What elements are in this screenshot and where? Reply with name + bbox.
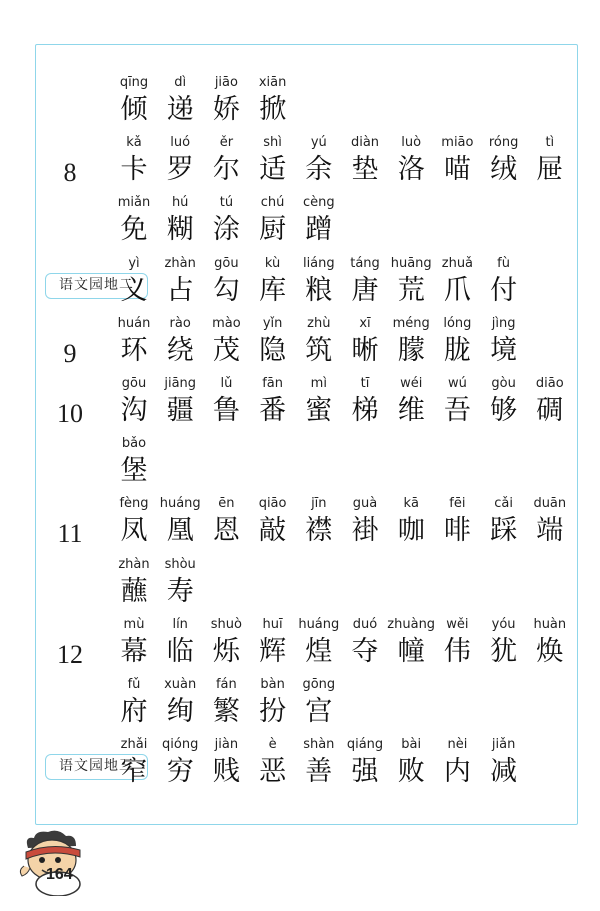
hanzi-character: 娇 bbox=[212, 94, 240, 125]
pinyin-label: jīn bbox=[311, 496, 327, 512]
hanzi-character: 寿 bbox=[166, 575, 194, 607]
hanzi-character: 减 bbox=[490, 756, 518, 788]
pinyin-label: huāng bbox=[390, 255, 432, 271]
hanzi-character: 库 bbox=[259, 274, 287, 306]
lesson-number: 10 bbox=[57, 399, 83, 428]
pinyin-label: yóu bbox=[491, 616, 516, 632]
character-cell bbox=[295, 676, 343, 730]
hanzi-character: 垫 bbox=[351, 154, 379, 186]
hanzi-character: 鲁 bbox=[212, 395, 240, 426]
hanzi-character: 茂 bbox=[212, 334, 240, 366]
hanzi-character: 襟 bbox=[305, 515, 333, 547]
pinyin-label: diāo bbox=[535, 376, 564, 391]
hanzi-character: 唐 bbox=[351, 274, 379, 306]
hanzi-character: 筑 bbox=[305, 334, 333, 366]
pinyin-label: wěi bbox=[446, 616, 469, 632]
hanzi-character: 适 bbox=[259, 154, 287, 186]
pinyin-label: miāo bbox=[441, 135, 474, 151]
hanzi-character: 扮 bbox=[259, 696, 287, 727]
hanzi-character: 凤 bbox=[120, 515, 148, 547]
hanzi-character: 窄 bbox=[120, 756, 148, 788]
pinyin-label: wéi bbox=[400, 376, 423, 391]
pinyin-label: gōu bbox=[214, 255, 239, 271]
lesson-number: 11 bbox=[57, 519, 83, 549]
hanzi-character: 占 bbox=[166, 274, 194, 306]
pinyin-label: jiàn bbox=[214, 737, 239, 753]
hanzi-character: 敲 bbox=[259, 515, 287, 547]
hanzi-character: 烁 bbox=[212, 635, 240, 667]
pinyin-label: fān bbox=[262, 376, 283, 391]
pinyin-label: guà bbox=[352, 496, 378, 512]
hanzi-character: 啡 bbox=[443, 515, 471, 547]
character-cell bbox=[249, 74, 297, 128]
pinyin-label: dì bbox=[174, 75, 187, 90]
hanzi-character: 掀 bbox=[259, 94, 287, 125]
pinyin-label: liáng bbox=[302, 255, 335, 271]
pinyin-label: qióng bbox=[162, 737, 199, 753]
pinyin-label: róng bbox=[488, 135, 519, 151]
pinyin-label: tì bbox=[545, 135, 555, 151]
pinyin-label: méng bbox=[392, 315, 430, 331]
hanzi-character: 免 bbox=[120, 214, 148, 246]
hanzi-character: 犹 bbox=[490, 635, 518, 667]
pinyin-label: yú bbox=[310, 135, 327, 151]
hanzi-character: 付 bbox=[490, 274, 518, 306]
hanzi-character: 环 bbox=[120, 334, 148, 366]
pinyin-label: huáng bbox=[159, 496, 201, 512]
character-cell bbox=[526, 616, 574, 670]
pinyin-label: táng bbox=[350, 255, 380, 271]
character-cell bbox=[526, 495, 574, 549]
section-tag: 语文园地三 bbox=[45, 754, 148, 780]
pinyin-label: zhǎi bbox=[120, 737, 148, 753]
pinyin-label: shàn bbox=[303, 737, 335, 753]
pinyin-label: chú bbox=[260, 195, 285, 211]
character-cell bbox=[526, 134, 574, 188]
hanzi-character: 爪 bbox=[443, 274, 471, 306]
cartoon-mascot-icon bbox=[14, 826, 94, 896]
pinyin-label: mì bbox=[310, 376, 327, 391]
hanzi-character: 勾 bbox=[212, 274, 240, 306]
pinyin-label: jiǎn bbox=[491, 737, 516, 753]
pinyin-label: zhuàng bbox=[387, 616, 436, 632]
pinyin-label: luó bbox=[170, 135, 191, 151]
hanzi-character: 尔 bbox=[212, 154, 240, 186]
hanzi-character: 涂 bbox=[212, 214, 240, 246]
pinyin-label: cǎi bbox=[494, 496, 513, 512]
hanzi-character: 绒 bbox=[490, 154, 518, 186]
hanzi-character: 宫 bbox=[305, 696, 333, 727]
hanzi-character: 喵 bbox=[443, 154, 471, 186]
pinyin-label: fán bbox=[215, 677, 237, 692]
pinyin-label: yì bbox=[128, 255, 140, 271]
pinyin-label: huáng bbox=[298, 616, 340, 632]
pinyin-label: jìng bbox=[491, 315, 516, 331]
lesson-number: 9 bbox=[63, 338, 77, 368]
hanzi-character: 疆 bbox=[166, 395, 194, 426]
hanzi-character: 贱 bbox=[212, 756, 240, 788]
hanzi-character: 绚 bbox=[166, 696, 194, 727]
page-number: 164 bbox=[46, 866, 73, 883]
pinyin-label: lín bbox=[172, 616, 188, 632]
pinyin-label: tī bbox=[360, 376, 370, 391]
pinyin-label: shuò bbox=[210, 616, 242, 632]
character-cell bbox=[480, 255, 528, 309]
pinyin-label: gōng bbox=[302, 677, 336, 692]
pinyin-label: luò bbox=[401, 135, 422, 151]
hanzi-character: 朦 bbox=[397, 334, 425, 366]
hanzi-character: 梯 bbox=[351, 395, 379, 426]
hanzi-character: 厨 bbox=[259, 214, 287, 246]
pinyin-label: rào bbox=[169, 315, 191, 331]
pinyin-label: cèng bbox=[302, 195, 335, 211]
pinyin-label: xī bbox=[359, 315, 371, 331]
pinyin-label: zhàn bbox=[164, 255, 196, 271]
pinyin-label: wú bbox=[447, 376, 467, 391]
pinyin-label: kā bbox=[403, 496, 419, 512]
hanzi-character: 番 bbox=[259, 395, 287, 426]
hanzi-character: 吾 bbox=[443, 395, 471, 426]
pinyin-label: zhàn bbox=[118, 556, 150, 572]
pinyin-label: fù bbox=[497, 255, 510, 271]
pinyin-label: zhù bbox=[307, 315, 331, 331]
pinyin-label: è bbox=[268, 737, 277, 753]
pinyin-label: hú bbox=[171, 195, 189, 211]
pinyin-label: bǎo bbox=[121, 436, 147, 452]
hanzi-character: 屉 bbox=[536, 154, 564, 186]
character-row bbox=[0, 134, 600, 190]
hanzi-character: 幢 bbox=[397, 635, 425, 667]
hanzi-character: 荒 bbox=[397, 274, 425, 306]
pinyin-label: tú bbox=[219, 195, 234, 211]
hanzi-character: 煌 bbox=[305, 635, 333, 667]
hanzi-character: 堡 bbox=[120, 455, 148, 487]
hanzi-character: 维 bbox=[397, 395, 425, 426]
hanzi-character: 繁 bbox=[212, 696, 240, 727]
pinyin-label: yǐn bbox=[262, 315, 283, 331]
hanzi-character: 内 bbox=[443, 756, 471, 788]
hanzi-character: 善 bbox=[305, 756, 333, 788]
hanzi-character: 沟 bbox=[120, 395, 148, 426]
lesson-number: 12 bbox=[57, 639, 83, 669]
character-cell bbox=[526, 375, 574, 429]
hanzi-character: 倾 bbox=[120, 94, 148, 125]
character-row bbox=[0, 676, 600, 732]
pinyin-label: ēn bbox=[218, 496, 235, 512]
pinyin-label: fǔ bbox=[127, 677, 141, 692]
hanzi-character: 穷 bbox=[166, 756, 194, 788]
pinyin-label: kù bbox=[264, 255, 281, 271]
character-row bbox=[0, 315, 600, 371]
pinyin-label: diàn bbox=[350, 135, 380, 151]
character-row bbox=[0, 495, 600, 551]
pinyin-label: shòu bbox=[164, 556, 196, 572]
hanzi-character: 余 bbox=[305, 154, 333, 186]
hanzi-character: 蜜 bbox=[305, 395, 333, 426]
character-cell bbox=[156, 556, 204, 610]
section-tag: 语文园地二 bbox=[45, 273, 148, 299]
hanzi-character: 晰 bbox=[351, 334, 379, 366]
character-cell bbox=[110, 435, 158, 489]
pinyin-label: miǎn bbox=[117, 195, 151, 211]
hanzi-character: 义 bbox=[120, 274, 148, 306]
hanzi-character: 罗 bbox=[166, 154, 194, 186]
character-row bbox=[0, 74, 600, 130]
hanzi-character: 咖 bbox=[397, 515, 425, 547]
pinyin-label: ěr bbox=[219, 135, 234, 151]
character-row bbox=[0, 736, 600, 792]
pinyin-label: huàn bbox=[533, 616, 567, 632]
pinyin-label: lǔ bbox=[220, 376, 233, 391]
pinyin-label: huī bbox=[262, 616, 283, 632]
hanzi-character: 隐 bbox=[259, 334, 287, 366]
hanzi-character: 胧 bbox=[443, 334, 471, 366]
hanzi-character: 焕 bbox=[536, 635, 564, 667]
lesson-number: 8 bbox=[63, 158, 77, 188]
pinyin-label: duó bbox=[352, 616, 378, 632]
hanzi-character: 递 bbox=[166, 94, 194, 125]
hanzi-character: 境 bbox=[490, 334, 518, 366]
pinyin-label: fèng bbox=[119, 496, 149, 512]
character-row bbox=[0, 616, 600, 672]
pinyin-label: qiāo bbox=[258, 496, 287, 512]
hanzi-character: 洛 bbox=[397, 154, 425, 186]
pinyin-label: shì bbox=[263, 135, 282, 151]
hanzi-character: 辉 bbox=[259, 635, 287, 667]
hanzi-character: 凰 bbox=[166, 515, 194, 547]
pinyin-label: fēi bbox=[449, 496, 466, 512]
pinyin-label: nèi bbox=[447, 737, 468, 753]
hanzi-character: 够 bbox=[490, 395, 518, 426]
hanzi-character: 夺 bbox=[351, 635, 379, 667]
pinyin-label: mào bbox=[212, 315, 241, 331]
pinyin-label: bàn bbox=[260, 677, 285, 692]
character-row bbox=[0, 375, 600, 431]
pinyin-label: xiān bbox=[258, 75, 287, 90]
hanzi-character: 恶 bbox=[259, 756, 287, 788]
pinyin-label: duān bbox=[533, 496, 567, 512]
pinyin-label: qīng bbox=[119, 75, 149, 90]
character-row bbox=[0, 255, 600, 311]
hanzi-character: 褂 bbox=[351, 515, 379, 547]
hanzi-character: 伟 bbox=[443, 635, 471, 667]
character-cell bbox=[295, 194, 343, 248]
hanzi-character: 府 bbox=[120, 696, 148, 727]
character-row bbox=[0, 435, 600, 491]
character-cell bbox=[480, 315, 528, 369]
pinyin-label: gòu bbox=[491, 376, 516, 391]
pinyin-label: qiáng bbox=[346, 737, 384, 753]
hanzi-character: 碉 bbox=[536, 395, 564, 426]
hanzi-character: 临 bbox=[166, 635, 194, 667]
hanzi-character: 幕 bbox=[120, 635, 148, 667]
pinyin-label: zhuǎ bbox=[441, 255, 474, 271]
pinyin-label: gōu bbox=[121, 376, 147, 391]
pinyin-label: xuàn bbox=[164, 677, 197, 692]
hanzi-character: 恩 bbox=[212, 515, 240, 547]
hanzi-character: 绕 bbox=[166, 334, 194, 366]
pinyin-label: lóng bbox=[443, 315, 472, 331]
character-cell bbox=[480, 736, 528, 790]
pinyin-label: jiāng bbox=[164, 376, 197, 391]
hanzi-character: 蹭 bbox=[305, 214, 333, 246]
hanzi-character: 端 bbox=[536, 515, 564, 547]
pinyin-label: mù bbox=[123, 616, 145, 632]
hanzi-character: 踩 bbox=[490, 515, 518, 547]
pinyin-label: kǎ bbox=[126, 135, 142, 151]
hanzi-character: 败 bbox=[397, 756, 425, 788]
hanzi-character: 蘸 bbox=[120, 575, 148, 607]
character-row bbox=[0, 194, 600, 250]
pinyin-label: jiāo bbox=[214, 75, 238, 90]
hanzi-character: 糊 bbox=[166, 214, 194, 246]
pinyin-label: bài bbox=[401, 737, 422, 753]
hanzi-character: 卡 bbox=[120, 154, 148, 186]
hanzi-character: 强 bbox=[351, 756, 379, 788]
pinyin-label: huán bbox=[117, 315, 151, 331]
character-row bbox=[0, 556, 600, 612]
hanzi-character: 粮 bbox=[305, 274, 333, 306]
